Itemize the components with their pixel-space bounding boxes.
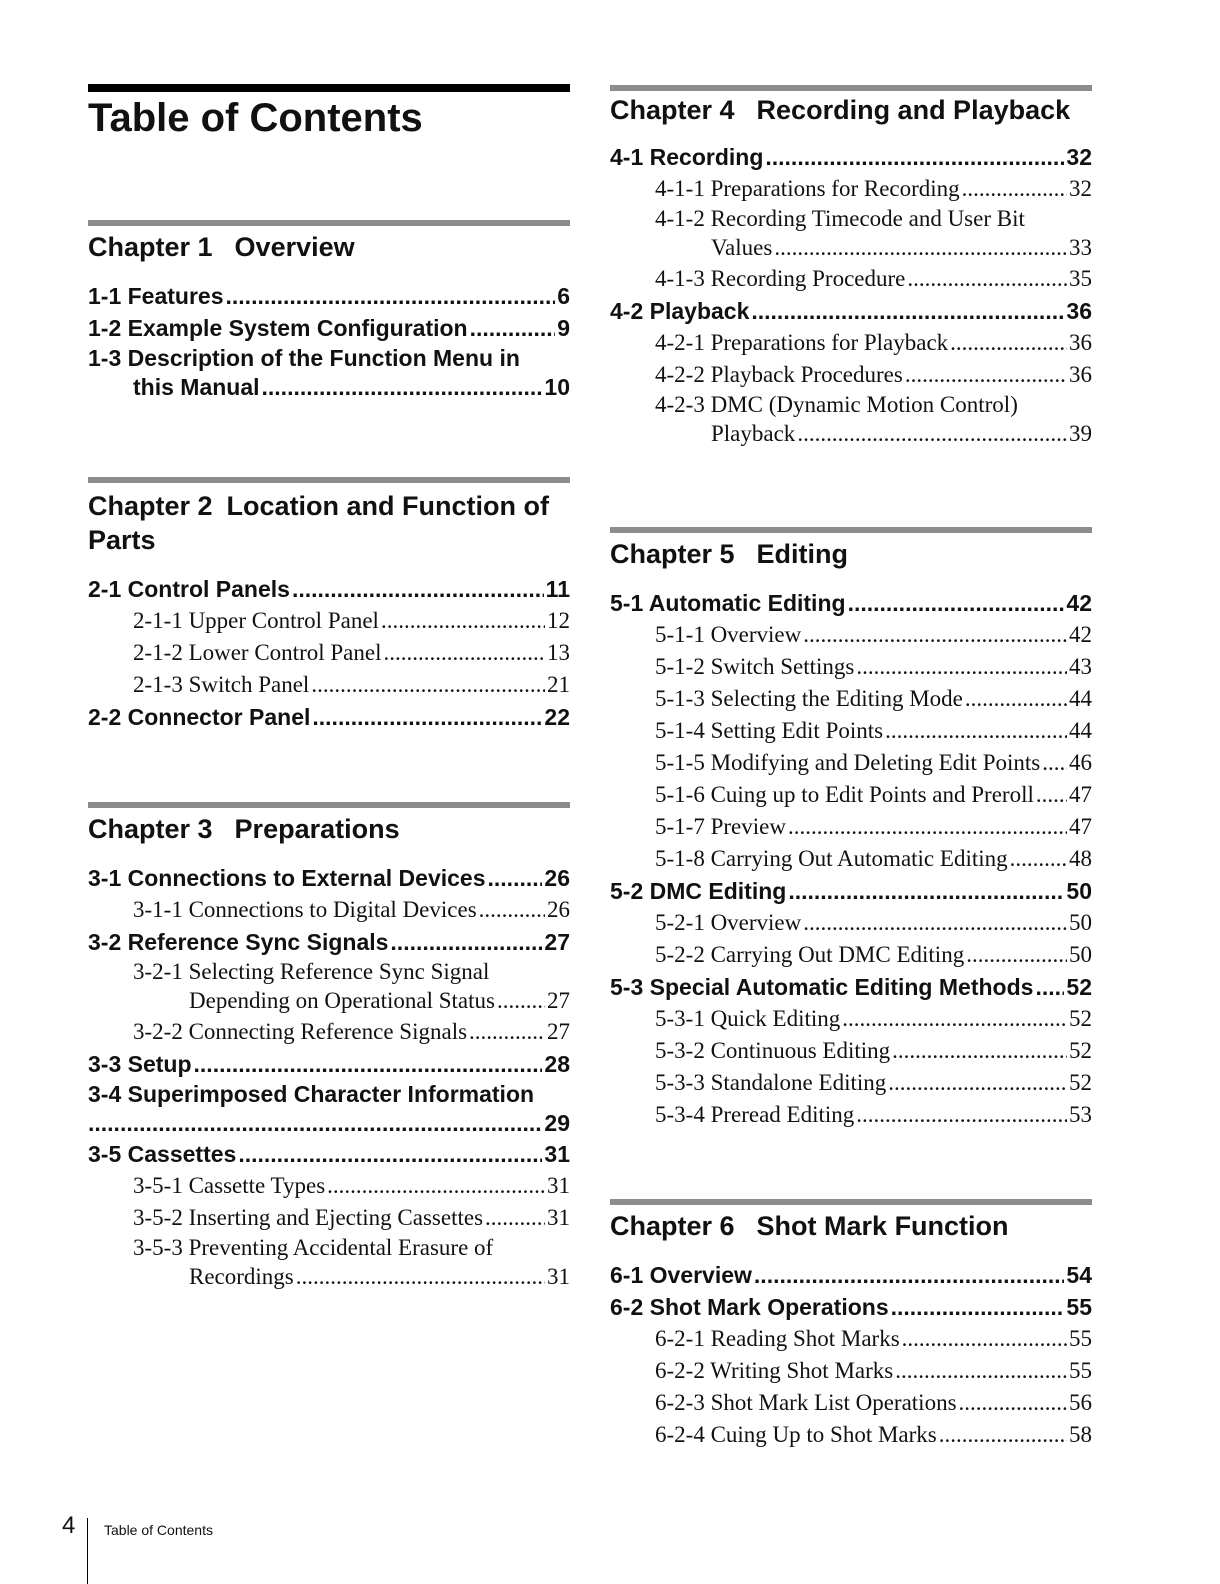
entry-page: 10	[544, 374, 570, 400]
entry-label: 2-2 Connector Panel	[88, 701, 312, 733]
entry-page: 27	[545, 986, 570, 1016]
toc-entry-4-1-2[interactable]	[610, 205, 1092, 263]
entry-page: 31	[545, 1170, 570, 1202]
toc-entry-3-2-1[interactable]	[88, 958, 570, 1016]
entry-page: 39	[1067, 419, 1092, 449]
entry-page: 52	[1064, 971, 1092, 1003]
toc-entry-4-2-1[interactable]	[610, 327, 1092, 359]
chapter-number: Chapter 1	[88, 232, 213, 262]
leader-dots	[383, 637, 545, 669]
chapter-name: Overview	[234, 232, 355, 262]
entry-label: 5-3-4 Preread Editing	[655, 1099, 856, 1131]
entry-page: 50	[1067, 907, 1092, 939]
leader-dots	[950, 327, 1067, 359]
entry-page: 6	[555, 280, 570, 312]
entry-label: 4-1 Recording	[610, 141, 765, 173]
leader-dots	[888, 1067, 1067, 1099]
leader-dots	[226, 280, 556, 312]
chapter-2	[88, 477, 570, 733]
entry-page: 36	[1067, 359, 1092, 391]
entry-page: 47	[1067, 779, 1092, 811]
entry-label-cont: Playback	[711, 419, 797, 449]
entry-label: 3-4 Superimposed Character Information	[88, 1081, 535, 1107]
entry-label: 3-1-1 Connections to Digital Devices	[133, 894, 479, 926]
chapter-5	[610, 527, 1092, 1131]
entry-label: 4-1-3 Recording Procedure	[655, 263, 907, 295]
chapter-title	[88, 489, 570, 557]
entry-label: 6-1 Overview	[610, 1259, 754, 1291]
page-title: Table of Contents	[88, 96, 423, 140]
footer-label: Table of Contents	[104, 1522, 213, 1538]
entry-label: 6-2-2 Writing Shot Marks	[655, 1355, 895, 1387]
entry-page: 55	[1067, 1355, 1092, 1387]
entry-label: 5-3-3 Standalone Editing	[655, 1067, 888, 1099]
entry-label: 5-1-7 Preview	[655, 811, 788, 843]
entry-label: 5-2-2 Carrying Out DMC Editing	[655, 939, 966, 971]
chapter-title	[610, 93, 1092, 127]
entry-label: 3-2 Reference Sync Signals	[88, 926, 390, 958]
toc-entry-5-1-1[interactable]	[610, 619, 1092, 651]
leader-dots	[965, 683, 1067, 715]
chapter-title	[88, 230, 570, 264]
leader-dots	[962, 173, 1067, 205]
leader-dots	[842, 1003, 1067, 1035]
entry-page: 9	[555, 312, 570, 344]
toc-entry-5-1-5[interactable]	[610, 747, 1092, 779]
entry-page: 27	[542, 926, 570, 958]
entry-page: 31	[542, 1138, 570, 1170]
entry-page: 44	[1067, 683, 1092, 715]
entry-label: 6-2-1 Reading Shot Marks	[655, 1323, 902, 1355]
chapter-6	[610, 1199, 1092, 1451]
chapter-number: Chapter 2	[88, 491, 213, 521]
leader-dots	[848, 587, 1065, 619]
leader-dots	[262, 372, 543, 402]
leader-dots	[797, 419, 1067, 449]
leader-dots	[1035, 971, 1064, 1003]
chapter-rule	[610, 1199, 1092, 1205]
leader-dots	[88, 1108, 542, 1138]
toc-entry-3-5-1[interactable]	[88, 1170, 570, 1202]
toc-entry-5-1-7[interactable]	[610, 811, 1092, 843]
leader-dots	[311, 669, 545, 701]
leader-dots	[803, 619, 1067, 651]
toc-entry-6-2-3[interactable]	[610, 1387, 1092, 1419]
toc-entry-3-4[interactable]	[88, 1080, 570, 1138]
toc-entry-5-1-8[interactable]	[610, 843, 1092, 875]
toc-entry-1-3[interactable]	[88, 344, 570, 402]
entry-page: 11	[544, 573, 570, 605]
entry-page: 50	[1064, 875, 1092, 907]
footer-divider	[87, 1518, 88, 1584]
entry-page: 26	[542, 862, 570, 894]
toc-entry-3-5[interactable]	[88, 1138, 570, 1170]
leader-dots	[765, 141, 1064, 173]
chapter-rule	[610, 527, 1092, 533]
chapter-name: Preparations	[234, 814, 400, 844]
leader-dots	[788, 811, 1067, 843]
leader-dots	[751, 295, 1064, 327]
entry-label: 5-1 Automatic Editing	[610, 587, 848, 619]
toc-entry-4-2[interactable]	[610, 295, 1092, 327]
toc-entry-2-1-1[interactable]	[88, 605, 570, 637]
entry-page: 36	[1067, 327, 1092, 359]
entry-label: 4-1-1 Preparations for Recording	[655, 173, 962, 205]
entry-label: 3-2-1 Selecting Reference Sync Signal	[133, 959, 490, 984]
toc-entry-4-1-3[interactable]	[610, 263, 1092, 295]
entry-page: 52	[1067, 1067, 1092, 1099]
entry-label: 5-1-5 Modifying and Deleting Edit Points	[655, 747, 1042, 779]
leader-dots	[966, 939, 1067, 971]
leader-dots	[907, 263, 1067, 295]
toc-entry-6-1[interactable]	[610, 1259, 1092, 1291]
entry-label: 4-2-2 Playback Procedures	[655, 359, 905, 391]
entry-label-cont: Recordings	[189, 1262, 296, 1292]
toc-entry-3-2-2[interactable]	[88, 1016, 570, 1048]
leader-dots	[939, 1419, 1067, 1451]
leader-dots	[754, 1259, 1064, 1291]
chapter-4	[610, 85, 1092, 449]
entry-label: 2-1-3 Switch Panel	[133, 669, 311, 701]
entry-page: 28	[542, 1048, 570, 1080]
leader-dots	[497, 986, 545, 1016]
toc-entry-6-2-2[interactable]	[610, 1355, 1092, 1387]
page-number: 4	[62, 1512, 76, 1539]
entry-page: 48	[1067, 843, 1092, 875]
toc-entry-4-2-2[interactable]	[610, 359, 1092, 391]
entry-page: 58	[1067, 1419, 1092, 1451]
entry-page: 26	[545, 894, 570, 926]
entry-label: 4-2 Playback	[610, 295, 751, 327]
entry-page: 42	[1064, 587, 1092, 619]
entry-label: 5-1-1 Overview	[655, 619, 803, 651]
toc-entry-2-2[interactable]	[88, 701, 570, 733]
leader-dots	[905, 359, 1067, 391]
leader-dots	[1010, 843, 1067, 875]
chapter-number: Chapter 4	[610, 95, 735, 125]
toc-entry-5-3-1[interactable]	[610, 1003, 1092, 1035]
entry-label: 2-1 Control Panels	[88, 573, 292, 605]
entry-page: 55	[1064, 1291, 1092, 1323]
entry-label: 5-3-1 Quick Editing	[655, 1003, 842, 1035]
toc-entry-2-1-2[interactable]	[88, 637, 570, 669]
entry-page: 52	[1067, 1003, 1092, 1035]
entry-page: 44	[1067, 715, 1092, 747]
toc-entry-6-2-4[interactable]	[610, 1419, 1092, 1451]
leader-dots	[390, 926, 542, 958]
toc-entry-6-2-1[interactable]	[610, 1323, 1092, 1355]
chapter-number: Chapter 3	[88, 814, 213, 844]
chapter-number: Chapter 6	[610, 1211, 735, 1241]
entry-page: 29	[544, 1110, 570, 1136]
entry-page: 50	[1067, 939, 1092, 971]
toc-entry-3-3[interactable]	[88, 1048, 570, 1080]
entry-page: 33	[1067, 233, 1092, 263]
toc-entry-6-2[interactable]	[610, 1291, 1092, 1323]
leader-dots	[891, 1291, 1065, 1323]
entry-label: 3-3 Setup	[88, 1048, 194, 1080]
entry-label-cont: Depending on Operational Status	[189, 986, 497, 1016]
chapter-name: Shot Mark Function	[756, 1211, 1009, 1241]
toc-entry-4-1-1[interactable]	[610, 173, 1092, 205]
entry-page: 35	[1067, 263, 1092, 295]
leader-dots	[296, 1262, 545, 1292]
leader-dots	[1042, 747, 1067, 779]
chapter-name: Recording and Playback	[756, 95, 1071, 125]
toc-entry-3-1-1[interactable]	[88, 894, 570, 926]
leader-dots	[1036, 779, 1067, 811]
chapter-title	[88, 812, 570, 846]
toc-entry-2-1-3[interactable]	[88, 669, 570, 701]
toc-entry-5-3-2[interactable]	[610, 1035, 1092, 1067]
chapter-name: Editing	[756, 539, 849, 569]
entry-page: 27	[545, 1016, 570, 1048]
toc-entry-4-2-3[interactable]	[610, 391, 1092, 449]
entry-label: 3-5 Cassettes	[88, 1138, 238, 1170]
leader-dots	[788, 875, 1064, 907]
entry-page: 55	[1067, 1323, 1092, 1355]
toc-entry-5-1-6[interactable]	[610, 779, 1092, 811]
entry-label: 1-3 Description of the Function Menu in	[88, 345, 520, 371]
leader-dots	[470, 312, 556, 344]
toc-entry-3-5-2[interactable]	[88, 1202, 570, 1234]
toc-entry-5-1-3[interactable]	[610, 683, 1092, 715]
leader-dots	[292, 573, 544, 605]
leader-dots	[856, 1099, 1067, 1131]
entry-label: 4-2-3 DMC (Dynamic Motion Control)	[655, 392, 1018, 417]
toc-entry-5-1-2[interactable]	[610, 651, 1092, 683]
entry-page: 54	[1064, 1259, 1092, 1291]
toc-entry-1-1[interactable]	[88, 280, 570, 312]
entry-page: 32	[1064, 141, 1092, 173]
entry-page: 31	[545, 1262, 570, 1292]
leader-dots	[194, 1048, 543, 1080]
entry-page: 53	[1067, 1099, 1092, 1131]
entry-label: 5-1-8 Carrying Out Automatic Editing	[655, 843, 1010, 875]
toc-entry-4-1[interactable]	[610, 141, 1092, 173]
entry-page: 21	[545, 669, 570, 701]
toc-entry-5-2[interactable]	[610, 875, 1092, 907]
entry-page: 42	[1067, 619, 1092, 651]
entry-page: 43	[1067, 651, 1092, 683]
toc-entry-3-1[interactable]	[88, 862, 570, 894]
entry-page: 52	[1067, 1035, 1092, 1067]
entry-label: 6-2-3 Shot Mark List Operations	[655, 1387, 959, 1419]
chapter-number: Chapter 5	[610, 539, 735, 569]
entry-page: 46	[1067, 747, 1092, 779]
toc-entry-5-2-1[interactable]	[610, 907, 1092, 939]
entry-page: 12	[545, 605, 570, 637]
toc-entry-3-5-3[interactable]	[88, 1234, 570, 1292]
leader-dots	[485, 1202, 545, 1234]
chapter-3	[88, 802, 570, 1292]
entry-label: 5-1-4 Setting Edit Points	[655, 715, 885, 747]
toc-entry-5-3[interactable]	[610, 971, 1092, 1003]
chapter-rule	[88, 220, 570, 226]
entry-label: 3-5-1 Cassette Types	[133, 1170, 327, 1202]
chapter-name: Location and Function of Parts	[88, 491, 550, 555]
entry-label: 5-1-6 Cuing up to Edit Points and Preroll	[655, 779, 1036, 811]
chapter-1	[88, 220, 570, 402]
leader-dots	[238, 1138, 542, 1170]
leader-dots	[892, 1035, 1067, 1067]
title-rule	[88, 84, 570, 92]
chapter-title	[610, 1209, 1092, 1243]
entry-page: 31	[545, 1202, 570, 1234]
toc-entry-5-1-4[interactable]	[610, 715, 1092, 747]
entry-page: 36	[1064, 295, 1092, 327]
toc-entry-3-2[interactable]	[88, 926, 570, 958]
chapter-rule	[88, 802, 570, 808]
entry-label: 2-1-1 Upper Control Panel	[133, 605, 381, 637]
entry-page: 22	[542, 701, 570, 733]
entry-label: 5-1-2 Switch Settings	[655, 651, 856, 683]
entry-label: 1-2 Example System Configuration	[88, 312, 470, 344]
entry-label-cont: this Manual	[133, 374, 260, 400]
toc-entry-1-2[interactable]	[88, 312, 570, 344]
entry-label: 1-1 Features	[88, 280, 226, 312]
leader-dots	[895, 1355, 1067, 1387]
entry-label: 3-2-2 Connecting Reference Signals	[133, 1016, 469, 1048]
leader-dots	[479, 894, 545, 926]
leader-dots	[774, 233, 1067, 263]
chapter-rule	[88, 477, 570, 483]
leader-dots	[885, 715, 1067, 747]
chapter-title	[610, 537, 1092, 571]
leader-dots	[469, 1016, 545, 1048]
leader-dots	[856, 651, 1067, 683]
entry-label: 2-1-2 Lower Control Panel	[133, 637, 383, 669]
leader-dots	[803, 907, 1067, 939]
entry-page: 56	[1067, 1387, 1092, 1419]
leader-dots	[327, 1170, 545, 1202]
entry-label: 6-2-4 Cuing Up to Shot Marks	[655, 1419, 939, 1451]
entry-page: 32	[1067, 173, 1092, 205]
toc-entry-2-1[interactable]	[88, 573, 570, 605]
entry-label: 5-1-3 Selecting the Editing Mode	[655, 683, 965, 715]
entry-label: 4-2-1 Preparations for Playback	[655, 327, 950, 359]
toc-entry-5-3-3[interactable]	[610, 1067, 1092, 1099]
entry-label: 4-1-2 Recording Timecode and User Bit	[655, 206, 1025, 231]
toc-entry-5-1[interactable]	[610, 587, 1092, 619]
toc-entry-5-3-4[interactable]	[610, 1099, 1092, 1131]
entry-label: 5-2 DMC Editing	[610, 875, 788, 907]
toc-entry-5-2-2[interactable]	[610, 939, 1092, 971]
entry-label-cont: Values	[711, 233, 774, 263]
leader-dots	[381, 605, 545, 637]
entry-label: 5-3 Special Automatic Editing Methods	[610, 971, 1035, 1003]
leader-dots	[488, 862, 543, 894]
entry-label: 3-5-3 Preventing Accidental Erasure of	[133, 1235, 494, 1260]
entry-page: 13	[545, 637, 570, 669]
chapter-rule	[610, 85, 1092, 91]
leader-dots	[959, 1387, 1067, 1419]
entry-page: 47	[1067, 811, 1092, 843]
leader-dots	[902, 1323, 1067, 1355]
entry-label: 3-5-2 Inserting and Ejecting Cassettes	[133, 1202, 485, 1234]
entry-label: 5-2-1 Overview	[655, 907, 803, 939]
entry-label: 3-1 Connections to External Devices	[88, 862, 488, 894]
leader-dots	[312, 701, 542, 733]
entry-label: 6-2 Shot Mark Operations	[610, 1291, 891, 1323]
entry-label: 5-3-2 Continuous Editing	[655, 1035, 892, 1067]
